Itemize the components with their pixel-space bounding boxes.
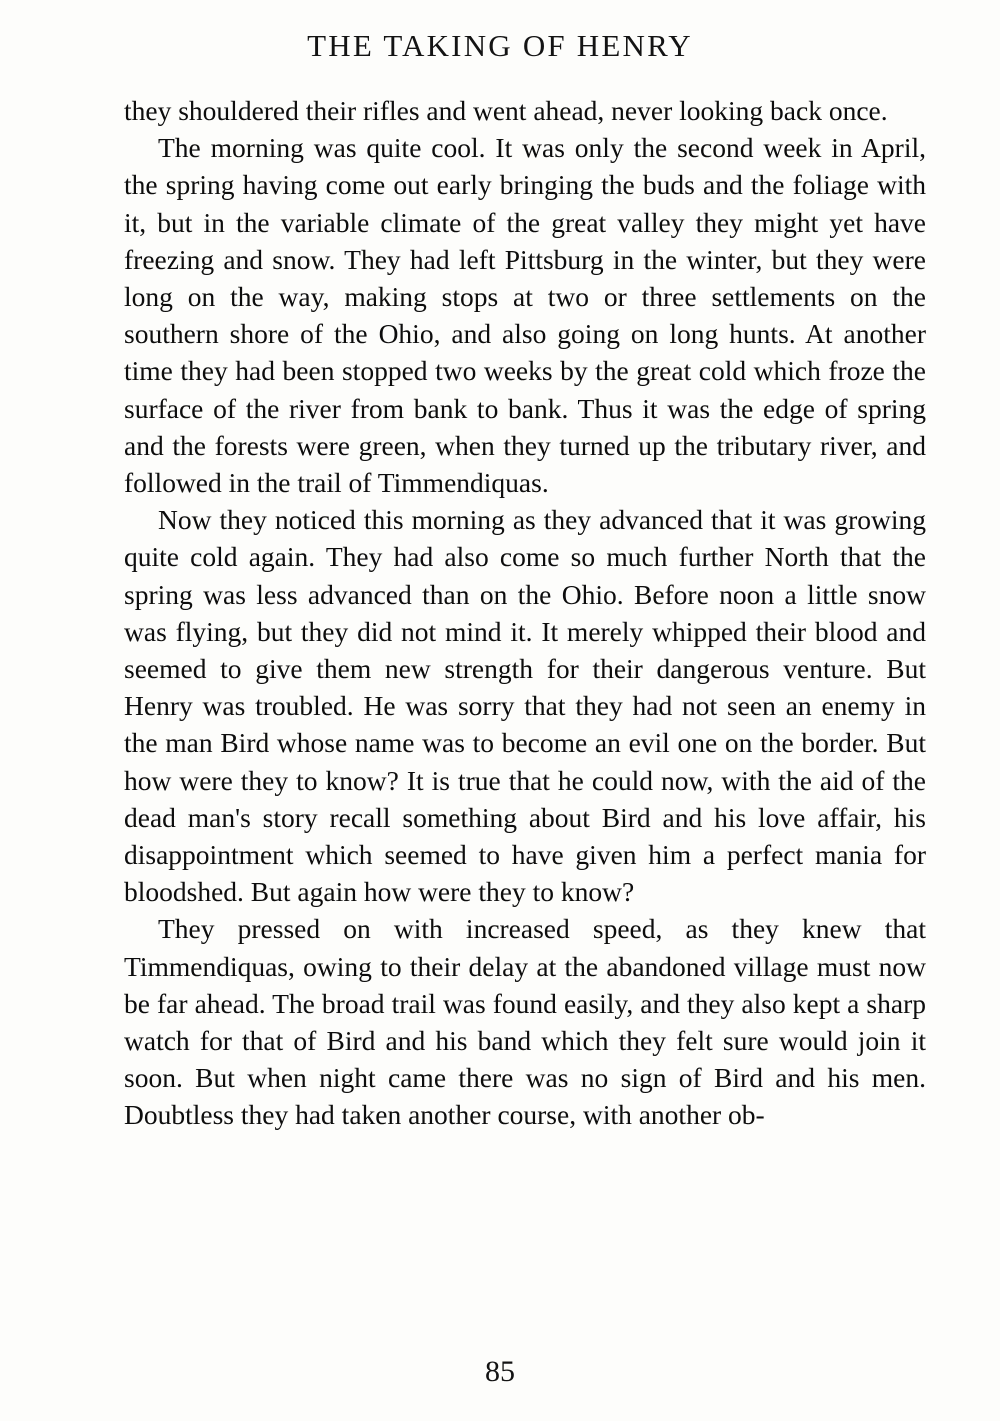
paragraph: They pressed on with increased speed, as they knew that Timmendiquas, owing to their delay at the abandoned village must now be far ahead. The broad trail was found easily, and they also kept a sharp watch for that of Bird and his band which they felt sure would join it soon. But when night came there was no sign of Bird and his men. Doubtless they had taken another course, with another ob-	[124, 913, 926, 1131]
paragraph: Now they noticed this morning as they advanced that it was growing quite cold again. They had also come so much further North that the spring was less advanced than on the Ohio. Before noon a little snow was flying, but they did not mind it. It merely whipped their blood and seemed to give them new strength for their dangerous venture. But Henry was troubled. He was sorry that they had not seen an enemy in the man Bird whose name was to become an evil one on the border. But how were they to know? It is true that he could now, with the aid of the dead man's story recall something about Bird and his love affair, his disappointment which seemed to have given him a perfect mania for bloodshed. But again how were they to know?	[124, 504, 926, 908]
paragraph: they shouldered their rifles and went ahead, never looking back once.	[124, 95, 888, 126]
page-number: 85	[485, 1355, 515, 1388]
paragraph: The morning was quite cool. It was only the second week in April, the spring having come out early bringing the buds and the foliage with it, but in the variable climate of the great valley they might yet have freezing and snow. They had left Pittsburg in the winter, but they were long on the way, making stops at two or three settlements on the southern shore of the Ohio, and also going on long hunts. At another time they had been stopped two weeks by the great cold which froze the surface of the river from bank to bank. Thus it was the edge of spring and the forests were green, when they turned up the tributary river, and followed in the trail of Timmendiquas.	[124, 132, 926, 499]
running-head: THE TAKING OF HENRY	[307, 28, 693, 63]
page-body	[124, 92, 926, 1134]
